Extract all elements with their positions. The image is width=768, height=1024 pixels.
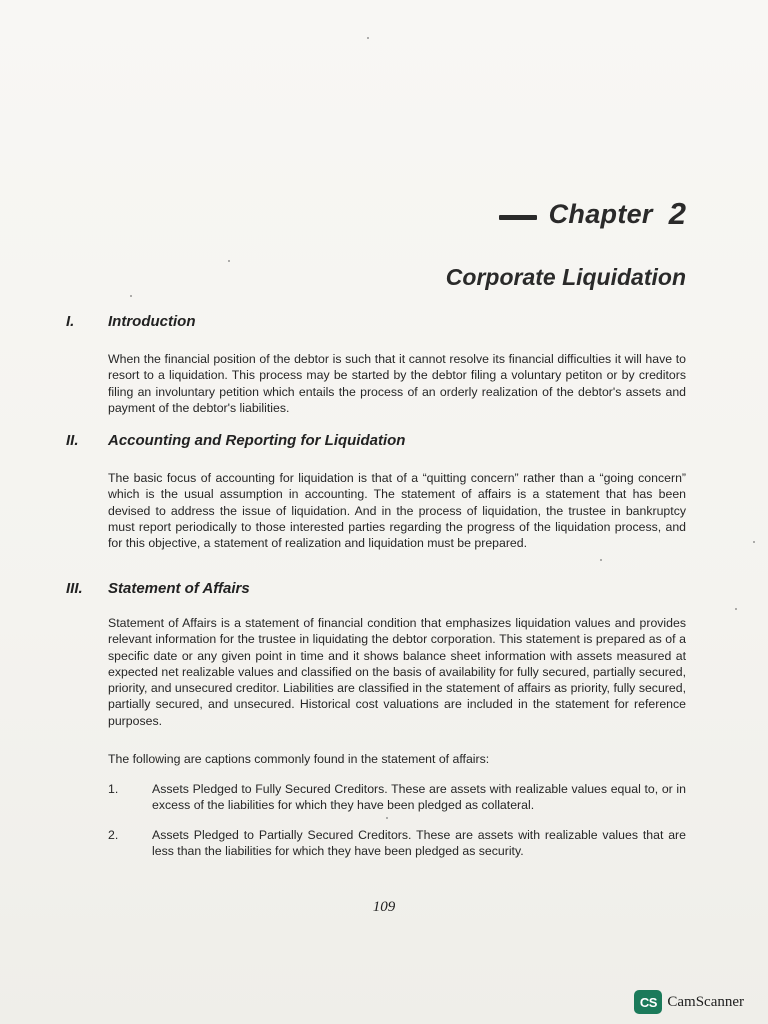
chapter-title: Corporate Liquidation: [445, 264, 686, 290]
section-title: Introduction: [108, 313, 196, 330]
list-item-text: Assets Pledged to Fully Secured Creditors. These are assets with realizable values equal to, or in excess of the liabilities for which they have been pledged as collateral.: [152, 782, 686, 813]
section-numeral: I.: [66, 313, 75, 330]
accounting-paragraph: The basic focus of accounting for liquidation is that of a “quitting concern” rather than a “going concern” which is the usual assumption in accounting. The statement of affairs is a statement that has been devised to address the issue of liquidation. And in the process of liquidation, the trustee in bankruptcy must report periodically to those interested parties regarding the progress of the liquidation process, and for this objective, a statement of realization and liquidation must be prepared.: [108, 471, 686, 551]
section-title: Accounting and Reporting for Liquidation: [108, 432, 406, 449]
list-item: [108, 781, 686, 814]
section-heading-introduction: [66, 313, 195, 330]
list-item-number: 2.: [108, 828, 119, 842]
section-numeral: II.: [66, 432, 79, 449]
scan-speck: [228, 260, 230, 262]
scan-speck: [753, 541, 755, 543]
section-heading-statement-of-affairs: [66, 580, 250, 597]
chapter-heading: [499, 196, 686, 232]
section-title: Statement of Affairs: [108, 580, 250, 597]
list-item-text: Assets Pledged to Partially Secured Creditors. These are assets with realizable values that are less than the liabilities for which they have been pledged as security.: [152, 828, 686, 859]
page-number: 109: [372, 899, 396, 915]
section-numeral: III.: [66, 580, 83, 597]
chapter-number: 2: [668, 196, 686, 231]
scan-speck: [735, 608, 737, 610]
scan-speck: [386, 817, 388, 819]
scan-speck: [600, 559, 602, 561]
camscanner-text: CamScanner: [667, 993, 744, 1010]
section-heading-accounting: [66, 432, 405, 449]
scan-speck: [130, 295, 132, 297]
introduction-paragraph: When the financial position of the debtor is such that it cannot resolve its financial difficulties it will have to resort to a liquidation. This process may be started by the debtor filing a voluntary petiton or by creditors filing an involuntary petition which entails the process of an orderly realization of the debtor's assets and payment of the debtor's liabilities.: [108, 352, 686, 415]
chapter-label: Chapter: [548, 198, 653, 229]
scan-speck: [367, 37, 369, 39]
camscanner-logo-icon: CS: [634, 990, 662, 1014]
statement-of-affairs-paragraph: Statement of Affairs is a statement of financial condition that emphasizes liquidation values and provides relevant information for the trustee in liquidating the debtor corporation. This statement is prepared as of a specific date or any given point in time and it shows balance sheet information with assets measured at expected net realizable values and classified on the basis of availability for fully secured, partially secured, priority, and unsecured creditor. Liabilities are classified in the statement of affairs as priority, fully secured, partially secured, and unsecured. Historical cost valuations are included in the statement for reference purposes.: [108, 616, 686, 728]
camscanner-watermark: [634, 990, 744, 1014]
chapter-dash: [499, 215, 537, 220]
list-item: [108, 827, 686, 860]
captions-lead-in: The following are captions commonly found in the statement of affairs:: [108, 752, 490, 766]
list-item-number: 1.: [108, 782, 119, 796]
